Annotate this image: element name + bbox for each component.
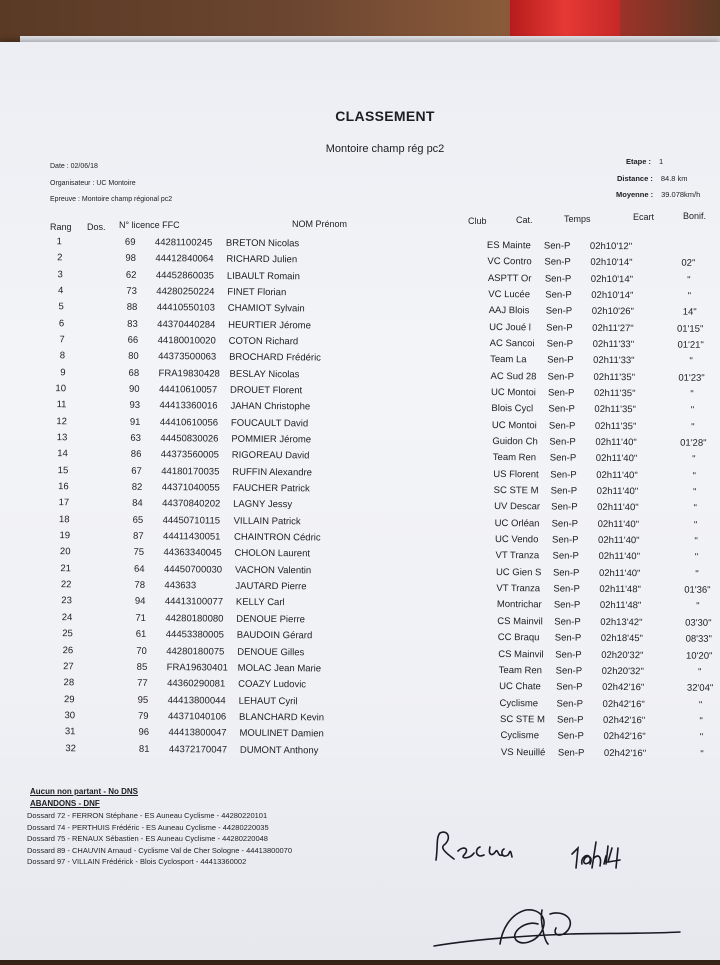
cell-cat: Sen-P	[547, 355, 574, 366]
cell-temps: 02h10'12"	[590, 241, 632, 252]
cell-nom: BESLAY Nicolas	[230, 368, 300, 380]
cell-nom: DUMONT Anthony	[240, 744, 319, 756]
cell-temps: 02h42'16"	[603, 715, 645, 726]
cell-licence: 44280250224	[156, 286, 214, 298]
cell-club: Team La	[490, 354, 527, 365]
cell-rang: 20	[40, 546, 70, 557]
cell-ecart: "	[665, 421, 720, 432]
cell-rang: 15	[38, 465, 68, 476]
cell-temps: 02h11'40"	[598, 535, 640, 546]
cell-dos: 62	[126, 269, 137, 280]
cell-rang: 13	[37, 432, 67, 443]
cell-club: ES Mainte	[487, 240, 531, 251]
cell-cat: Sen-P	[554, 600, 581, 611]
cell-club: VC Contro	[487, 256, 531, 267]
cell-cat: Sen-P	[555, 649, 582, 660]
cell-club: Montrichar	[497, 599, 542, 610]
meta-distance-label: Distance :	[617, 174, 653, 183]
cell-dos: 82	[132, 482, 143, 493]
meta-moyenne	[616, 190, 700, 199]
meta-distance	[617, 174, 688, 183]
meta-moyenne-label: Moyenne :	[616, 190, 653, 199]
cell-nom: RIGOREAU David	[232, 450, 310, 462]
cell-temps: 02h11'40"	[595, 437, 637, 448]
cell-ecart: "	[669, 568, 720, 579]
cell-dos: 79	[138, 711, 149, 722]
cell-nom: MOLAC Jean Marie	[238, 663, 322, 675]
cell-licence: 44410610056	[160, 417, 218, 429]
cell-licence: 443633	[164, 580, 196, 591]
cell-dos: 73	[126, 286, 137, 297]
cell-dos: 71	[135, 613, 146, 624]
cell-licence: 44453380005	[166, 629, 224, 641]
cell-rang: 2	[32, 252, 62, 263]
cell-rang: 32	[46, 743, 76, 754]
cell-club: UC Chate	[499, 681, 541, 692]
cell-club: Team Ren	[499, 665, 542, 676]
cell-ecart: "	[661, 290, 717, 301]
abandon-item: Dossard 72 - FERRON Stéphane - ES Auneau Cyclisme - 44280220101	[27, 811, 267, 820]
cell-ecart: "	[673, 732, 720, 743]
cell-ecart: 10'20"	[671, 650, 720, 661]
cell-club: UC Vendo	[495, 534, 538, 545]
cell-temps: 02h42'16"	[604, 747, 646, 758]
signature-drawing	[430, 900, 690, 960]
cell-rang: 29	[45, 694, 75, 705]
cell-ecart: 01'21"	[663, 340, 719, 351]
cell-nom: DENOUE Pierre	[236, 614, 305, 626]
cell-rang: 23	[42, 595, 72, 606]
cell-nom: RICHARD Julien	[226, 254, 297, 266]
cell-licence: FRA19630401	[167, 662, 228, 674]
cell-temps: 02h11'27"	[592, 323, 634, 334]
cell-nom: BLANCHARD Kevin	[239, 712, 324, 724]
cell-temps: 02h11'40"	[597, 486, 639, 497]
cell-cat: Sen-P	[552, 551, 579, 562]
cell-cat: Sen-P	[557, 731, 584, 742]
cell-licence: 44180170035	[161, 466, 219, 478]
cell-ecart: 01'36"	[669, 585, 720, 596]
cell-rang: 11	[36, 399, 66, 410]
cell-rang: 17	[39, 497, 69, 508]
cell-dos: 83	[127, 318, 138, 329]
cell-licence: 44360290081	[167, 678, 225, 690]
cell-licence: 44370840202	[162, 499, 220, 511]
cell-rang: 19	[40, 530, 70, 541]
cell-club: CC Braqu	[498, 632, 540, 643]
cell-dos: 85	[137, 662, 148, 673]
cell-temps: 02h10'26"	[592, 306, 634, 317]
handwritten-time	[568, 834, 640, 879]
cell-cat: Sen-P	[545, 273, 572, 284]
cell-temps: 02h20'32"	[602, 666, 644, 677]
cell-nom: BRETON Nicolas	[226, 238, 299, 250]
cell-ecart: 14"	[662, 307, 718, 318]
cell-cat: Sen-P	[554, 616, 581, 627]
cell-cat: Sen-P	[557, 714, 584, 725]
cell-nom: KELLY Carl	[236, 597, 285, 608]
cell-rang: 12	[37, 416, 67, 427]
meta-date-label: Date :	[50, 163, 69, 170]
cell-rang: 31	[45, 726, 75, 737]
cell-nom: FOUCAULT David	[231, 417, 308, 429]
meta-etape-value: 1	[659, 157, 663, 166]
signature	[430, 900, 690, 965]
cell-ecart: "	[667, 487, 720, 498]
abandon-item: Dossard 74 - PERTHUIS Frédéric - ES Auneau Cyclisme - 44280220035	[27, 823, 269, 832]
cell-club: VT Tranza	[495, 550, 539, 561]
dnf-label: ABANDONS - DNF	[30, 799, 100, 808]
cell-ecart: "	[673, 699, 720, 710]
cell-club: AC Sancoi	[490, 338, 535, 349]
cell-rang: 24	[42, 612, 72, 623]
header-rang: Rang	[50, 222, 72, 232]
cell-rang: 14	[38, 448, 68, 459]
cell-nom: LEHAUT Cyril	[239, 695, 298, 707]
cell-licence: 44370440284	[157, 319, 215, 331]
cell-licence: 44412840064	[155, 253, 213, 265]
cell-ecart: "	[672, 666, 720, 677]
cell-club: UC Montoi	[492, 420, 537, 431]
cell-licence: 44373500063	[158, 351, 216, 363]
cell-temps: 02h10'14"	[591, 274, 633, 285]
cell-cat: Sen-P	[552, 535, 579, 546]
cell-dos: 64	[134, 564, 145, 575]
cell-licence: 44372170047	[169, 744, 227, 756]
cell-temps: 02h10'14"	[590, 257, 632, 268]
cell-club: UC Gien S	[496, 567, 542, 578]
cell-dos: 61	[136, 629, 147, 640]
cell-dos: 77	[137, 678, 148, 689]
cell-dos: 96	[138, 727, 149, 738]
abandon-item: Dossard 75 - RENAUX Sébastien - ES Auneau Cyclisme - 44280220048	[27, 834, 268, 843]
cell-cat: Sen-P	[544, 257, 571, 268]
cell-ecart: 03'30"	[670, 617, 720, 628]
cell-cat: Sen-P	[550, 453, 577, 464]
header-ecart: Ecart	[633, 212, 654, 222]
cell-nom: CHAMIOT Sylvain	[228, 303, 305, 315]
cell-licence: 44411430051	[163, 531, 221, 543]
handwritten-note-drawing	[430, 825, 520, 870]
cell-cat: Sen-P	[557, 698, 584, 709]
cell-rang: 30	[45, 710, 75, 721]
cell-ecart: "	[663, 356, 719, 367]
cell-nom: COAZY Ludovic	[238, 679, 306, 691]
cell-rang: 8	[35, 350, 65, 361]
cell-dos: 95	[138, 694, 149, 705]
header-bonif: Bonif.	[683, 211, 706, 221]
cell-licence: 44410550103	[157, 302, 215, 314]
cell-licence: 44281100245	[155, 237, 213, 249]
cell-rang: 9	[36, 367, 66, 378]
cell-rang: 5	[34, 301, 64, 312]
cell-temps: 02h11'33"	[593, 339, 635, 350]
cell-nom: LIBAULT Romain	[227, 270, 300, 282]
cell-licence: 44413360016	[159, 400, 217, 412]
dns-label: Aucun non partant - No DNS	[30, 787, 138, 796]
document-subtitle: Montoire champ rég pc2	[0, 143, 720, 155]
cell-ecart: "	[664, 389, 720, 400]
cell-licence: 44371040055	[162, 482, 220, 494]
cell-club: Cyclisme	[500, 730, 539, 741]
abandon-item: Dossard 89 - CHAUVIN Arnaud - Cyclisme Val de Cher Sologne - 44413800070	[27, 846, 292, 855]
cell-temps: 02h11'35"	[594, 388, 636, 399]
cell-club: Blois Cycl	[491, 403, 533, 414]
cell-dos: 68	[129, 368, 140, 379]
meta-organisateur-value: UC Montoire	[96, 180, 135, 187]
cell-nom: VILLAIN Patrick	[234, 515, 301, 527]
cell-rang: 28	[44, 677, 74, 688]
cell-ecart: "	[670, 601, 720, 612]
cell-licence: 44410610057	[159, 384, 217, 396]
cell-rang: 10	[36, 383, 66, 394]
cell-rang: 4	[33, 285, 63, 296]
cell-nom: RUFFIN Alexandre	[232, 466, 312, 478]
cell-club: UV Descar	[494, 501, 540, 512]
cell-licence: 44363340045	[163, 548, 221, 560]
meta-epreuve-value: Montoire champ régional pc2	[82, 196, 172, 203]
cell-temps: 02h11'40"	[596, 453, 638, 464]
cell-temps: 02h11'48"	[599, 584, 641, 595]
cell-ecart: "	[666, 470, 720, 481]
cell-temps: 02h10'14"	[591, 290, 633, 301]
cell-temps: 02h11'33"	[593, 355, 635, 366]
cell-rang: 22	[41, 579, 71, 590]
header-dos: Dos.	[87, 222, 106, 232]
cell-club: SC STE M	[494, 485, 539, 496]
cell-cat: Sen-P	[548, 388, 575, 399]
cell-cat: Sen-P	[544, 240, 571, 251]
cell-club: Team Ren	[493, 452, 536, 463]
cell-cat: Sen-P	[553, 584, 580, 595]
cell-nom: DROUET Florent	[230, 385, 302, 397]
cell-ecart: "	[667, 503, 720, 514]
cell-club: UC Joué l	[489, 322, 531, 333]
cell-club: US Florent	[493, 469, 539, 480]
cell-cat: Sen-P	[550, 469, 577, 480]
meta-organisateur-label: Organisateur :	[50, 180, 94, 187]
cell-temps: 02h11'35"	[593, 372, 635, 383]
cell-temps: 02h13'42"	[600, 617, 642, 628]
cell-dos: 63	[130, 433, 141, 444]
cell-licence: 44371040106	[168, 711, 226, 723]
cell-dos: 90	[129, 384, 140, 395]
cell-licence: 44452860035	[156, 270, 214, 282]
document-title: CLASSEMENT	[0, 108, 720, 124]
cell-dos: 81	[139, 743, 150, 754]
cell-rang: 27	[44, 661, 74, 672]
meta-etape	[626, 157, 663, 166]
cell-ecart: 02"	[660, 258, 716, 269]
cell-nom: COTON Richard	[229, 336, 299, 348]
cell-licence: 44280180075	[166, 646, 224, 658]
cell-club: AC Sud 28	[490, 371, 536, 382]
cell-temps: 02h11'35"	[595, 421, 637, 432]
cell-nom: FINET Florian	[227, 287, 286, 299]
cell-temps: 02h42'16"	[602, 682, 644, 693]
cell-club: VC Lucée	[488, 289, 530, 300]
meta-epreuve-label: Epreuve :	[50, 196, 80, 203]
cell-dos: 70	[136, 645, 147, 656]
meta-epreuve	[50, 196, 172, 203]
cell-licence: 44413100077	[165, 597, 223, 609]
cell-ecart: 08'33"	[671, 634, 720, 645]
cell-cat: Sen-P	[555, 633, 582, 644]
cell-dos: 98	[125, 253, 136, 264]
cell-nom: POMMIER Jérome	[231, 434, 311, 446]
cell-club: CS Mainvil	[498, 648, 544, 659]
cell-nom: JAUTARD Pierre	[235, 581, 306, 593]
cell-rang: 25	[43, 628, 73, 639]
cell-nom: BROCHARD Frédéric	[229, 352, 321, 364]
cell-ecart: 01'28"	[665, 438, 720, 449]
cell-cat: Sen-P	[549, 437, 576, 448]
meta-date	[50, 163, 98, 170]
cell-nom: LAGNY Jessy	[233, 499, 292, 511]
meta-etape-label: Etape :	[626, 157, 651, 166]
cell-club: SC STE M	[500, 714, 545, 725]
cell-temps: 02h11'40"	[596, 470, 638, 481]
cell-cat: Sen-P	[548, 404, 575, 415]
cell-cat: Sen-P	[549, 420, 576, 431]
cell-ecart: "	[668, 536, 720, 547]
cell-club: ASPTT Or	[488, 273, 532, 284]
cell-dos: 78	[134, 580, 145, 591]
meta-moyenne-value: 39.078km/h	[661, 190, 700, 199]
cell-temps: 02h11'40"	[597, 502, 639, 513]
cell-dos: 84	[132, 498, 143, 509]
cell-cat: Sen-P	[552, 518, 579, 529]
cell-temps: 02h11'35"	[594, 404, 636, 415]
handwritten-time-drawing	[568, 834, 640, 874]
cell-temps: 02h11'40"	[598, 519, 640, 530]
header-temps: Temps	[564, 214, 591, 224]
cell-club: VS Neuillé	[501, 747, 545, 758]
cell-dos: 67	[131, 466, 142, 477]
cell-nom: CHAINTRON Cédric	[234, 532, 321, 544]
cell-rang: 21	[41, 563, 71, 574]
cell-cat: Sen-P	[553, 567, 580, 578]
cell-licence: 44413800047	[168, 727, 226, 739]
cell-temps: 02h42'16"	[603, 698, 645, 709]
cell-club: UC Orléan	[495, 518, 540, 529]
cell-dos: 69	[125, 237, 136, 248]
cell-club: Guidon Ch	[492, 436, 538, 447]
cell-licence: 44180010020	[158, 335, 216, 347]
cell-cat: Sen-P	[546, 306, 573, 317]
cell-dos: 66	[128, 335, 139, 346]
cell-nom: FAUCHER Patrick	[233, 483, 310, 495]
cell-club: UC Montoi	[491, 387, 536, 398]
header-nom: NOM Prénom	[292, 219, 347, 229]
cell-rang: 3	[33, 269, 63, 280]
handwritten-note	[430, 825, 520, 875]
cell-licence: 44450830026	[160, 433, 218, 445]
cell-licence: FRA19830428	[159, 368, 220, 380]
cell-ecart: "	[668, 552, 720, 563]
cell-dos: 65	[133, 515, 144, 526]
cell-licence: 44450700030	[164, 564, 222, 576]
header-club: Club	[468, 216, 487, 226]
cell-ecart: 01'23"	[663, 372, 719, 383]
cell-dos: 75	[133, 547, 144, 558]
cell-dos: 91	[130, 417, 141, 428]
cell-licence: 44450710115	[163, 515, 221, 527]
cell-rang: 16	[39, 481, 69, 492]
cell-dos: 93	[129, 400, 140, 411]
cell-temps: 02h42'16"	[603, 731, 645, 742]
cell-club: VT Tranza	[496, 583, 540, 594]
cell-rang: 6	[34, 318, 64, 329]
cell-nom: VACHON Valentin	[235, 564, 311, 576]
cell-cat: Sen-P	[556, 682, 583, 693]
cell-rang: 18	[40, 514, 70, 525]
abandon-item: Dossard 97 - VILLAIN Frédérick - Blois Cyclosport - 44413360002	[27, 857, 246, 866]
meta-distance-value: 84.8 km	[661, 174, 688, 183]
cell-temps: 02h11'40"	[598, 551, 640, 562]
cell-dos: 87	[133, 531, 144, 542]
cell-cat: Sen-P	[556, 665, 583, 676]
cell-dos: 94	[135, 596, 146, 607]
cell-club: CS Mainvil	[497, 616, 543, 627]
cell-dos: 80	[128, 351, 139, 362]
cell-nom: DENOUE Gilles	[237, 646, 304, 658]
cell-dos: 88	[127, 302, 138, 313]
cell-nom: BAUDOIN Gérard	[237, 630, 313, 642]
cell-rang: 26	[43, 645, 73, 656]
cell-nom: MOULINET Damien	[239, 728, 323, 740]
cell-temps: 02h11'48"	[600, 600, 642, 611]
cell-ecart: "	[664, 405, 720, 416]
cell-cat: Sen-P	[558, 747, 585, 758]
cell-rang: 1	[32, 236, 62, 247]
cell-licence: 44413800044	[168, 695, 226, 707]
meta-date-value: 02/06/18	[71, 163, 98, 170]
header-cat: Cat.	[516, 215, 533, 225]
meta-organisateur	[50, 180, 136, 187]
cell-club: AAJ Blois	[489, 305, 530, 316]
cell-nom: JAHAN Christophe	[230, 401, 310, 413]
cell-nom: HEURTIER Jérome	[228, 319, 311, 331]
cell-nom: CHOLON Laurent	[234, 548, 310, 560]
cell-ecart: 01'15"	[662, 323, 718, 334]
cell-temps: 02h20'32"	[601, 649, 643, 660]
cell-temps: 02h18'45"	[601, 633, 643, 644]
cell-temps: 02h11'40"	[599, 568, 641, 579]
cell-ecart: 32'04"	[672, 683, 720, 694]
cell-ecart: "	[674, 748, 720, 759]
cell-cat: Sen-P	[547, 371, 574, 382]
cell-cat: Sen-P	[546, 322, 573, 333]
cell-cat: Sen-P	[545, 289, 572, 300]
cell-cat: Sen-P	[551, 486, 578, 497]
cell-rang: 7	[35, 334, 65, 345]
cell-licence: 44280180080	[165, 613, 223, 625]
cell-club: Cyclisme	[500, 697, 539, 708]
header-licence: N° licence FFC	[119, 220, 180, 230]
cell-ecart: "	[661, 274, 717, 285]
cell-cat: Sen-P	[547, 338, 574, 349]
cell-dos: 86	[131, 449, 142, 460]
cell-cat: Sen-P	[551, 502, 578, 513]
cell-ecart: "	[668, 519, 720, 530]
cell-ecart: "	[666, 454, 720, 465]
cell-licence: 44373560005	[161, 449, 219, 461]
cell-ecart: "	[673, 715, 720, 726]
